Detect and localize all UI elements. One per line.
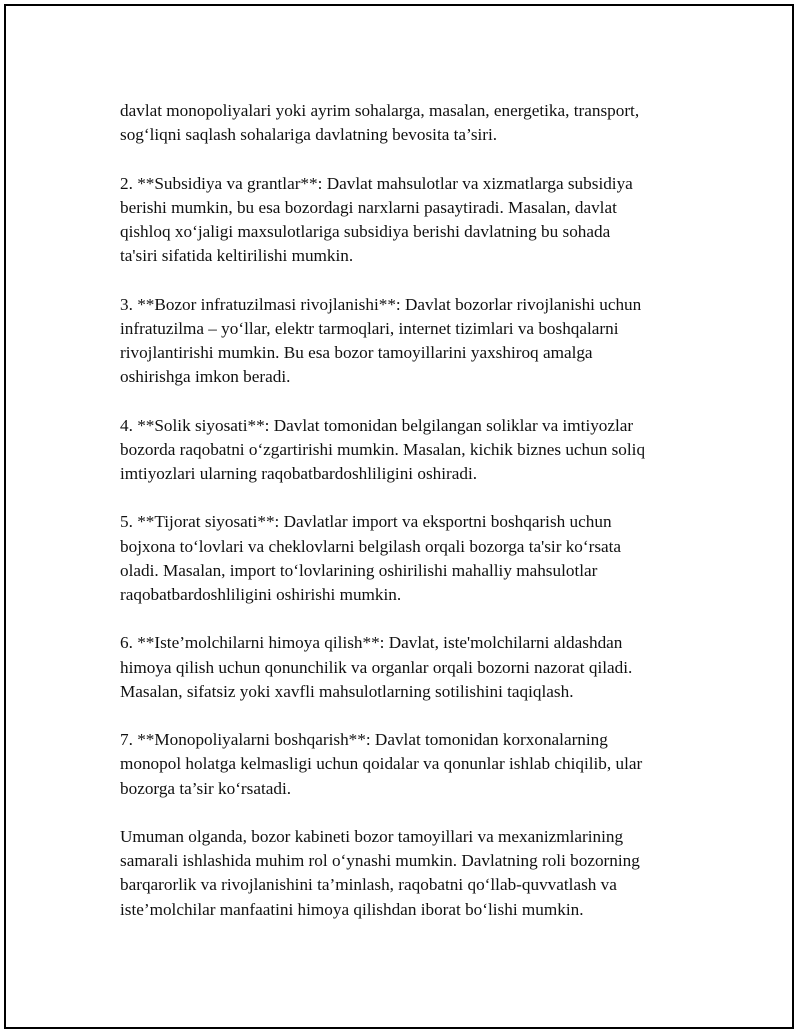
paragraph-subsidies [120, 172, 700, 269]
text-line: 2. **Subsidiya va grantlar**: Davlat mahsulotlar va xizmatlarga subsidiya [120, 173, 633, 193]
text-line: barqarorlik va rivojlanishini ta’minlash, raqobatni qo‘llab-quvvatlash va [120, 875, 617, 895]
text-line: qishloq xo‘jaligi maxsulotlariga subsidiya berishi davlatning bu sohada [120, 222, 611, 241]
paragraph-consumer-protection [120, 631, 700, 704]
text-line: 7. **Monopoliyalarni boshqarish**: Davlat tomonidan korxonalarning [120, 730, 608, 750]
paragraph-trade-policy [120, 510, 700, 607]
paragraph-tax-policy [120, 414, 700, 487]
text-line: infratuzilma – yo‘llar, elektr tarmoqlari, internet tizimlari va boshqalarni [120, 318, 619, 338]
text-line: raqobatbardoshliligini oshirishi mumkin. [120, 585, 402, 604]
text-line: 6. **Iste’molchilarni himoya qilish**: Davlat, iste'molchilarni aldashdan [120, 633, 623, 653]
text-line: 5. **Tijorat siyosati**: Davlatlar import va eksportni boshqarish uchun [120, 512, 612, 532]
text-line: himoya qilish uchun qonunchilik va organlar orqali bozorni nazorat qiladi. [120, 657, 633, 677]
text-line: 4. **Solik siyosati**: Davlat tomonidan belgilangan soliklar va imtiyozlar [120, 415, 634, 435]
text-line: bojxona to‘lovlari va cheklovlarni belgilash orqali bozorga ta'sir ko‘rsata [120, 536, 622, 556]
paragraph-intro [120, 99, 700, 147]
text-line: davlat monopoliyalari yoki ayrim sohalarga, masalan, energetika, transport, [120, 101, 640, 120]
text-line: bozorda raqobatni o‘zgartirishi mumkin. Masalan, kichik biznes uchun soliq [120, 439, 646, 459]
page-frame [4, 4, 794, 1029]
document-body [120, 99, 700, 946]
text-line: Umuman olganda, bozor kabineti bozor tamoyillari va mexanizmlarining [120, 826, 624, 846]
text-line: samarali ishlashida muhim rol o‘ynashi mumkin. Davlatning roli bozorning [120, 851, 640, 871]
text-line: imtiyozlari ularning raqobatbardoshliligini oshiradi. [120, 464, 478, 483]
text-line: rivojlantirishi mumkin. Bu esa bozor tamoyillarini yaxshiroq amalga [120, 343, 593, 362]
text-line: iste’molchilar manfaatini himoya qilishdan iborat bo‘lishi mumkin. [120, 899, 584, 919]
paragraph-conclusion [120, 825, 700, 922]
text-line: monopol holatga kelmasligi uchun qoidalar va qonunlar ishlab chiqilib, ular [120, 754, 643, 774]
text-line: 3. **Bozor infratuzilmasi rivojlanishi**: Davlat bozorlar rivojlanishi uchun [120, 294, 642, 314]
text-line: oshirishga imkon beradi. [120, 367, 291, 387]
text-line: berishi mumkin, bu esa bozordagi narxlarni pasaytiradi. Masalan, davlat [120, 197, 617, 217]
text-line: Masalan, sifatsiz yoki xavfli mahsulotlarning sotilishini taqiqlash. [120, 681, 574, 701]
text-line: ta'siri sifatida keltirilishi mumkin. [120, 246, 354, 266]
text-line: oladi. Masalan, import to‘lovlarining oshirilishi mahalliy mahsulotlar [120, 560, 598, 580]
paragraph-monopoly-regulation [120, 728, 700, 801]
paragraph-infrastructure [120, 293, 700, 390]
text-line: bozorga ta’sir ko‘rsatadi. [120, 778, 292, 798]
text-line: sog‘liqni saqlash sohalariga davlatning bevosita ta’siri. [120, 125, 498, 145]
